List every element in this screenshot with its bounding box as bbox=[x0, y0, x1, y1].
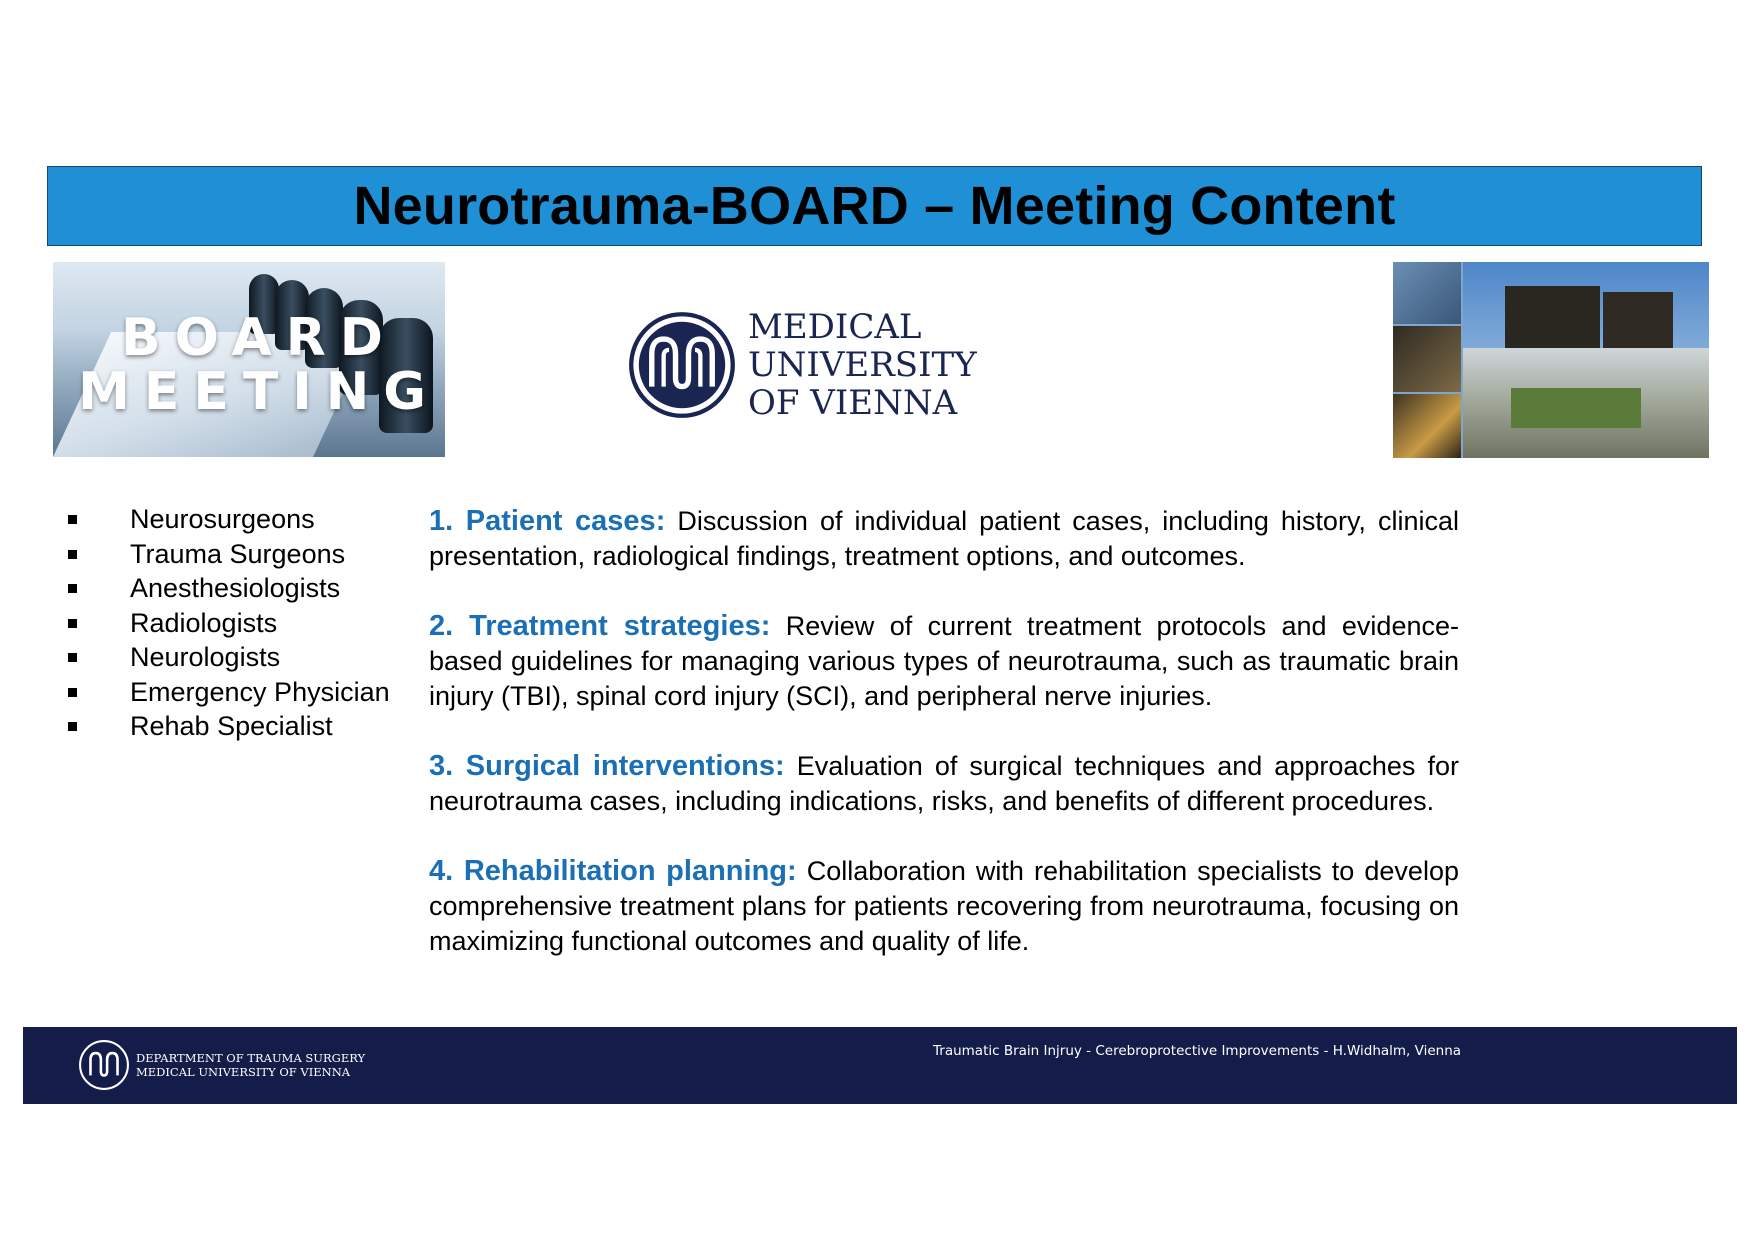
university-name bbox=[748, 308, 1138, 422]
content-item bbox=[429, 504, 1459, 574]
square-bullet-icon bbox=[68, 584, 77, 593]
department-line2: MEDICAL UNIVERSITY OF VIENNA bbox=[136, 1065, 351, 1079]
item-heading: 3. Surgical interventions: bbox=[429, 750, 785, 782]
page-title: Neurotrauma-BOARD – Meeting Content bbox=[353, 176, 1396, 236]
square-bullet-icon bbox=[68, 619, 77, 628]
participant-list bbox=[66, 502, 390, 744]
meeting-word: MEETING bbox=[78, 362, 440, 422]
content-item bbox=[429, 749, 1459, 819]
list-item bbox=[66, 571, 390, 606]
board-word: BOARD bbox=[121, 308, 397, 368]
square-bullet-icon bbox=[68, 688, 77, 697]
item-heading: 2. Treatment strategies: bbox=[429, 610, 771, 642]
role-label: Emergency Physician bbox=[130, 676, 390, 707]
university-name-line2: OF VIENNA bbox=[748, 383, 958, 423]
item-text: Evaluation of surgical techniques and approaches for neurotrauma cases, including indications, risks, and benefits of different procedures. bbox=[429, 751, 1459, 816]
role-label: Neurologists bbox=[130, 642, 281, 672]
department-logo bbox=[78, 1037, 365, 1093]
list-item bbox=[66, 537, 390, 572]
list-item bbox=[66, 606, 390, 641]
photo-building bbox=[1505, 286, 1600, 356]
role-label: Neurosurgeons bbox=[130, 504, 315, 534]
role-label: Radiologists bbox=[130, 607, 278, 638]
photo-thumbnail bbox=[1393, 394, 1461, 458]
square-bullet-icon bbox=[68, 550, 77, 559]
footer-caption: Traumatic Brain Injruy - Cerebroprotective Improvements - H.Widhalm, Vienna bbox=[933, 1043, 1462, 1059]
square-bullet-icon bbox=[68, 653, 77, 662]
item-text: Collaboration with rehabilitation specialists to develop comprehensive treatment plans for patients recovering from neurotrauma, focusing on maximizing functional outcomes and quality of life. bbox=[429, 856, 1459, 956]
item-text: Review of current treatment protocols and evidence-based guidelines for managing various types of neurotrauma, such as traumatic brain injury (TBI), spinal cord injury (SCI), and peripheral nerve injuries. bbox=[429, 611, 1459, 711]
photo-thumbnail bbox=[1393, 262, 1461, 324]
department-line1: DEPARTMENT OF TRAUMA SURGERY bbox=[136, 1051, 366, 1065]
square-bullet-icon bbox=[68, 722, 77, 731]
university-name-line1: MEDICAL UNIVERSITY bbox=[748, 307, 977, 385]
photo-roof-garden bbox=[1511, 388, 1641, 428]
meeting-content bbox=[429, 504, 1459, 994]
square-bullet-icon bbox=[68, 515, 77, 524]
photo-building bbox=[1603, 292, 1673, 354]
content-item bbox=[429, 609, 1459, 714]
title-bar bbox=[47, 166, 1702, 246]
item-heading: 4. Rehabilitation planning: bbox=[429, 855, 797, 887]
university-seal-icon bbox=[628, 311, 736, 419]
item-heading: 1. Patient cases: bbox=[429, 505, 666, 537]
list-item bbox=[66, 502, 390, 537]
list-item bbox=[66, 709, 390, 744]
university-logo bbox=[628, 307, 1138, 423]
department-name bbox=[136, 1051, 365, 1079]
footer-bar bbox=[23, 1027, 1737, 1104]
list-item bbox=[66, 640, 390, 675]
role-label: Anesthesiologists bbox=[130, 573, 341, 603]
role-label: Rehab Specialist bbox=[130, 711, 333, 741]
hospital-photo-collage bbox=[1393, 262, 1709, 458]
role-label: Trauma Surgeons bbox=[130, 538, 346, 569]
photo-thumbnail bbox=[1393, 326, 1461, 392]
list-item bbox=[66, 675, 390, 710]
item-text: Discussion of individual patient cases, including history, clinical presentation, radiological findings, treatment options, and outcomes. bbox=[429, 506, 1459, 571]
board-meeting-image bbox=[53, 262, 445, 457]
department-seal-icon bbox=[78, 1039, 130, 1091]
content-item bbox=[429, 854, 1459, 959]
